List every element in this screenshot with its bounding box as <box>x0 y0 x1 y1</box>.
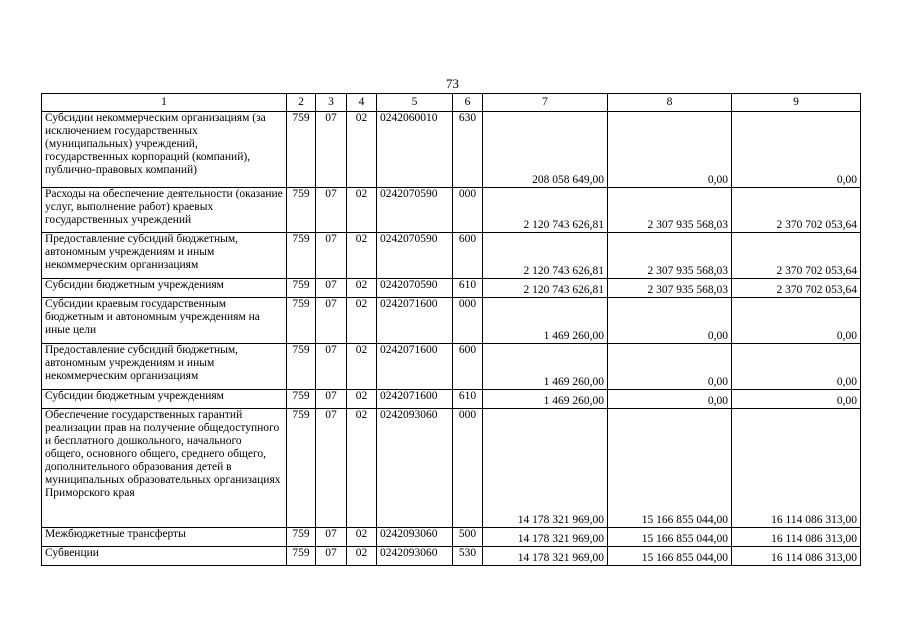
row-name: Предоставление субсидий бюджетным, автономным учреждениям и иным некоммерческим организациям <box>42 233 287 279</box>
podrazdel-code: 02 <box>347 112 377 188</box>
podrazdel-code: 02 <box>347 547 377 566</box>
razdel-code: 07 <box>316 298 347 344</box>
row-name: Расходы на обеспечение деятельности (оказание услуг, выполнение работ) краевых государственных учреждений <box>42 188 287 233</box>
gr-code: 759 <box>287 188 316 233</box>
table-row <box>42 528 861 547</box>
amount-year2: 2 307 935 568,03 <box>608 188 732 233</box>
amount-year3: 0,00 <box>732 112 861 188</box>
gr-code: 759 <box>287 409 316 528</box>
amount-year2: 2 307 935 568,03 <box>608 233 732 279</box>
header-cell: 3 <box>316 94 347 112</box>
amount-year1: 1 469 260,00 <box>483 298 608 344</box>
podrazdel-code: 02 <box>347 233 377 279</box>
expense-type-code: 610 <box>453 279 483 298</box>
amount-year2: 15 166 855 044,00 <box>608 528 732 547</box>
table-row <box>42 112 861 188</box>
amount-year1: 2 120 743 626,81 <box>483 188 608 233</box>
expense-type-code: 610 <box>453 390 483 409</box>
target-article-code: 0242093060 <box>377 547 453 566</box>
amount-year3: 2 370 702 053,64 <box>732 188 861 233</box>
razdel-code: 07 <box>316 233 347 279</box>
header-cell: 6 <box>453 94 483 112</box>
razdel-code: 07 <box>316 547 347 566</box>
amount-year1: 2 120 743 626,81 <box>483 279 608 298</box>
row-name: Субсидии бюджетным учреждениям <box>42 390 287 409</box>
header-cell: 2 <box>287 94 316 112</box>
row-name: Субсидии краевым государственным бюджетным и автономным учреждениям на иные цели <box>42 298 287 344</box>
amount-year1: 1 469 260,00 <box>483 390 608 409</box>
expense-type-code: 500 <box>453 528 483 547</box>
amount-year1: 2 120 743 626,81 <box>483 233 608 279</box>
amount-year2: 15 166 855 044,00 <box>608 409 732 528</box>
target-article-code: 0242071600 <box>377 390 453 409</box>
amount-year1: 14 178 321 969,00 <box>483 409 608 528</box>
razdel-code: 07 <box>316 188 347 233</box>
razdel-code: 07 <box>316 390 347 409</box>
amount-year2: 2 307 935 568,03 <box>608 279 732 298</box>
row-name: Обеспечение государственных гарантий реализации прав на получение общедоступного и бесплатного дошкольного, начального общего, основного общего, среднего общего, дополнительного образования детей в муниципальных образовательных организациях Приморского края <box>42 409 287 528</box>
gr-code: 759 <box>287 390 316 409</box>
gr-code: 759 <box>287 233 316 279</box>
podrazdel-code: 02 <box>347 409 377 528</box>
podrazdel-code: 02 <box>347 390 377 409</box>
target-article-code: 0242070590 <box>377 279 453 298</box>
amount-year3: 0,00 <box>732 298 861 344</box>
gr-code: 759 <box>287 112 316 188</box>
podrazdel-code: 02 <box>347 188 377 233</box>
amount-year2: 15 166 855 044,00 <box>608 547 732 566</box>
table-row <box>42 298 861 344</box>
target-article-code: 0242071600 <box>377 298 453 344</box>
target-article-code: 0242070590 <box>377 233 453 279</box>
expense-type-code: 000 <box>453 298 483 344</box>
budget-table <box>41 93 861 566</box>
table-row <box>42 409 861 528</box>
table-row <box>42 233 861 279</box>
target-article-code: 0242060010 <box>377 112 453 188</box>
header-cell: 9 <box>732 94 861 112</box>
amount-year2: 0,00 <box>608 112 732 188</box>
podrazdel-code: 02 <box>347 344 377 390</box>
amount-year2: 0,00 <box>608 298 732 344</box>
podrazdel-code: 02 <box>347 528 377 547</box>
header-cell: 8 <box>608 94 732 112</box>
gr-code: 759 <box>287 344 316 390</box>
expense-type-code: 600 <box>453 233 483 279</box>
expense-type-code: 600 <box>453 344 483 390</box>
amount-year2: 0,00 <box>608 390 732 409</box>
amount-year1: 1 469 260,00 <box>483 344 608 390</box>
amount-year3: 16 114 086 313,00 <box>732 409 861 528</box>
table-row <box>42 344 861 390</box>
razdel-code: 07 <box>316 344 347 390</box>
expense-type-code: 000 <box>453 409 483 528</box>
expense-type-code: 000 <box>453 188 483 233</box>
header-cell: 5 <box>377 94 453 112</box>
razdel-code: 07 <box>316 409 347 528</box>
amount-year3: 16 114 086 313,00 <box>732 547 861 566</box>
table-row <box>42 390 861 409</box>
gr-code: 759 <box>287 279 316 298</box>
amount-year2: 0,00 <box>608 344 732 390</box>
amount-year1: 208 058 649,00 <box>483 112 608 188</box>
target-article-code: 0242071600 <box>377 344 453 390</box>
amount-year3: 2 370 702 053,64 <box>732 279 861 298</box>
podrazdel-code: 02 <box>347 279 377 298</box>
expense-type-code: 530 <box>453 547 483 566</box>
amount-year3: 0,00 <box>732 344 861 390</box>
expense-type-code: 630 <box>453 112 483 188</box>
table-row <box>42 279 861 298</box>
header-row <box>42 94 861 112</box>
header-cell: 1 <box>42 94 287 112</box>
table-row <box>42 547 861 566</box>
row-name: Субсидии некоммерческим организациям (за исключением государственных (муниципальных) учреждений, государственных корпораций (компаний), публично-правовых компаний) <box>42 112 287 188</box>
razdel-code: 07 <box>316 112 347 188</box>
row-name: Межбюджетные трансферты <box>42 528 287 547</box>
amount-year1: 14 178 321 969,00 <box>483 547 608 566</box>
table-row <box>42 188 861 233</box>
amount-year3: 16 114 086 313,00 <box>732 528 861 547</box>
amount-year1: 14 178 321 969,00 <box>483 528 608 547</box>
podrazdel-code: 02 <box>347 298 377 344</box>
razdel-code: 07 <box>316 528 347 547</box>
razdel-code: 07 <box>316 279 347 298</box>
row-name: Субвенции <box>42 547 287 566</box>
page-number: 73 <box>446 76 459 91</box>
gr-code: 759 <box>287 298 316 344</box>
row-name: Предоставление субсидий бюджетным, автономным учреждениям и иным некоммерческим организациям <box>42 344 287 390</box>
target-article-code: 0242070590 <box>377 188 453 233</box>
row-name: Субсидии бюджетным учреждениям <box>42 279 287 298</box>
header-cell: 4 <box>347 94 377 112</box>
header-cell: 7 <box>483 94 608 112</box>
gr-code: 759 <box>287 528 316 547</box>
gr-code: 759 <box>287 547 316 566</box>
target-article-code: 0242093060 <box>377 409 453 528</box>
target-article-code: 0242093060 <box>377 528 453 547</box>
amount-year3: 0,00 <box>732 390 861 409</box>
amount-year3: 2 370 702 053,64 <box>732 233 861 279</box>
